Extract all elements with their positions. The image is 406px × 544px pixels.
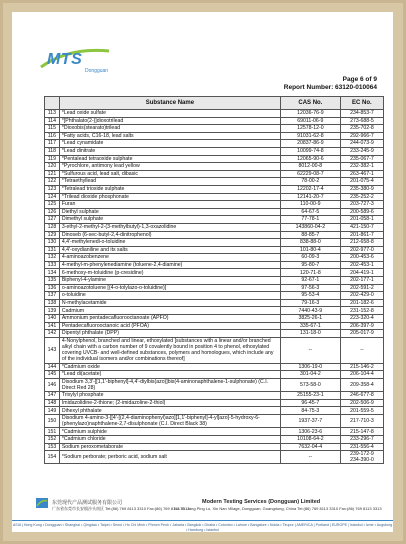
row-number: 123 — [45, 185, 60, 193]
substance-name: Dihexyl phthalate — [59, 407, 280, 415]
table-row — [45, 231, 384, 239]
table-row — [45, 337, 384, 363]
ec-number: 232-382-1 — [340, 163, 383, 171]
cas-number: -- — [280, 451, 340, 464]
footer-address-cn: 广东省东莞市长安镇沙头南区 Tel:(86) 769 8113 3310 Fax:(86) 769 8113 3313 — [52, 506, 190, 511]
cas-number: 84-75-3 — [280, 407, 340, 415]
footer-company-en: Modern Testing Services (Dongguan) Limited — [202, 499, 321, 505]
cas-number: 69011-06-9 — [280, 117, 340, 125]
ec-number: 235-252-2 — [340, 193, 383, 201]
ec-number: 202-453-1 — [340, 261, 383, 269]
row-number: 146 — [45, 378, 60, 391]
row-number: 138 — [45, 299, 60, 307]
table-row — [45, 163, 384, 171]
page-number: Page 6 of 9 — [342, 76, 377, 83]
ec-number: 231-556-4 — [340, 443, 383, 451]
table-row — [45, 428, 384, 436]
table-row — [45, 140, 384, 148]
row-number: 121 — [45, 170, 60, 178]
row-number: 125 — [45, 201, 60, 209]
row-number: 122 — [45, 178, 60, 186]
row-number: 132 — [45, 254, 60, 262]
cas-number: 12141-20-7 — [280, 193, 340, 201]
row-number: 133 — [45, 261, 60, 269]
ec-number: 202-506-9 — [340, 399, 383, 407]
table-row — [45, 170, 384, 178]
row-number: 142 — [45, 330, 60, 338]
cas-number: 88-85-7 — [280, 231, 340, 239]
table-row — [45, 132, 384, 140]
substance-name: Dinoseb (6-sec-butyl-2,4-dinitrophenol) — [59, 231, 280, 239]
cas-number: 95-53-4 — [280, 292, 340, 300]
cas-number: 1937-37-7 — [280, 415, 340, 428]
row-number: 143 — [45, 337, 60, 363]
table-row — [45, 185, 384, 193]
ec-number: 202-591-2 — [340, 284, 383, 292]
substance-name: *Cadmium sulphide — [59, 428, 280, 436]
row-number: 141 — [45, 322, 60, 330]
ec-number: 223-320-4 — [340, 315, 383, 323]
table-row — [45, 110, 384, 118]
ec-number: 201-075-4 — [340, 178, 383, 186]
cas-number: 301-04-2 — [280, 371, 340, 379]
table-row — [45, 269, 384, 277]
row-number: 117 — [45, 140, 60, 148]
mts-logo — [37, 45, 117, 85]
cas-number: 12036-76-9 — [280, 110, 340, 118]
cas-number: 96-45-7 — [280, 399, 340, 407]
document-frame — [3, 3, 403, 541]
row-number: 119 — [45, 155, 60, 163]
table-row — [45, 277, 384, 285]
row-number: 135 — [45, 277, 60, 285]
row-number: 114 — [45, 117, 60, 125]
ec-number: 201-559-5 — [340, 407, 383, 415]
col-cas: CAS No. — [280, 97, 340, 110]
substance-name: *Tetralead trioxide sulphate — [59, 185, 280, 193]
row-number: 149 — [45, 407, 60, 415]
report-number: Report Number: 63120-010064 — [283, 84, 377, 91]
substance-name: Disodium 4-amino-3-[[4'-[(2,4-diaminophenyl)azo][1,1'-biphenyl]-4-yl]azo]-5-hydroxy-6-(phenylazo)naphthalene-2,7-disulphonate (C.I. Direct Black 38) — [59, 415, 280, 428]
substance-name: *Lead dinitrate — [59, 147, 280, 155]
substance-table — [44, 96, 384, 464]
ec-number: 201-861-7 — [340, 231, 383, 239]
row-number: 147 — [45, 392, 60, 400]
cas-number: 143860-04-2 — [280, 223, 340, 231]
col-no — [45, 97, 60, 110]
cas-number: 1306-19-0 — [280, 363, 340, 371]
row-number: 124 — [45, 193, 60, 201]
footer-divider — [12, 520, 393, 521]
ec-number: 215-147-8 — [340, 428, 383, 436]
substance-name: 6-methoxy-m-toluidine (p-cresidine) — [59, 269, 280, 277]
col-ec: EC No. — [340, 97, 383, 110]
table-row — [45, 307, 384, 315]
table-row — [45, 443, 384, 451]
table-row — [45, 415, 384, 428]
cas-number: 91031-62-8 — [280, 132, 340, 140]
ec-number: 206-104-4 — [340, 371, 383, 379]
substance-name: o-aminoazotoluene [(4-o-tolylazo-o-toluidine)] — [59, 284, 280, 292]
table-row — [45, 436, 384, 444]
cas-number: 12578-12-0 — [280, 125, 340, 133]
cas-number: 62229-08-7 — [280, 170, 340, 178]
cas-number: 12202-17-4 — [280, 185, 340, 193]
substance-name: Furan — [59, 201, 280, 209]
cas-number: 8012-00-8 — [280, 163, 340, 171]
substance-name: *Dioxobis(stearato)trilead — [59, 125, 280, 133]
substance-name: *[Phthalato(2-)]dioxotrilead — [59, 117, 280, 125]
row-number: 139 — [45, 307, 60, 315]
table-row — [45, 216, 384, 224]
ec-number: -- — [340, 337, 383, 363]
cas-number: 10108-64-2 — [280, 436, 340, 444]
row-number: 118 — [45, 147, 60, 155]
table-row — [45, 155, 384, 163]
ec-number: 201-058-1 — [340, 216, 383, 224]
ec-number: 273-688-5 — [340, 117, 383, 125]
footer-logo-icon — [36, 498, 48, 508]
table-row — [45, 246, 384, 254]
substance-name: *Fatty acids, C16-18, lead salts — [59, 132, 280, 140]
table-body — [45, 110, 384, 464]
cas-number: 573-58-0 — [280, 378, 340, 391]
table-row — [45, 392, 384, 400]
row-number: 137 — [45, 292, 60, 300]
row-number: 153 — [45, 443, 60, 451]
substance-name: Diethyl sulphate — [59, 208, 280, 216]
table-row — [45, 330, 384, 338]
substance-name: *Pentalead tetraoxide sulphate — [59, 155, 280, 163]
substance-name: *Lead oxide sulfate — [59, 110, 280, 118]
cas-number: 97-56-3 — [280, 284, 340, 292]
ec-number: 212-658-8 — [340, 239, 383, 247]
ec-number: 233-296-7 — [340, 436, 383, 444]
footer-company-cn: 东莞现代产品测试服务有限公司 — [52, 500, 123, 506]
ec-number: 201-182-6 — [340, 299, 383, 307]
table-row — [45, 292, 384, 300]
table-row — [45, 371, 384, 379]
cas-number: 78-00-2 — [280, 178, 340, 186]
cas-number: 131-18-0 — [280, 330, 340, 338]
row-number: 130 — [45, 239, 60, 247]
ec-number: 234-853-7 — [340, 110, 383, 118]
ec-number: 239-172-9 234-390-0 — [340, 451, 383, 464]
row-number: 113 — [45, 110, 60, 118]
ec-number: 231-152-8 — [340, 307, 383, 315]
cas-number: 95-80-7 — [280, 261, 340, 269]
row-number: 126 — [45, 208, 60, 216]
substance-name: o-toluidine — [59, 292, 280, 300]
row-number: 148 — [45, 399, 60, 407]
table-row — [45, 178, 384, 186]
substance-name: Cadmium — [59, 307, 280, 315]
ec-number: 263-467-1 — [340, 170, 383, 178]
cas-number: 10099-74-8 — [280, 147, 340, 155]
row-number: 154 — [45, 451, 60, 464]
table-row — [45, 322, 384, 330]
row-number: 152 — [45, 436, 60, 444]
logo-brand: MTS — [47, 51, 83, 68]
table-row — [45, 208, 384, 216]
substance-name: Pentadecafluorooctanoic acid (PFOA) — [59, 322, 280, 330]
ec-number: 205-017-9 — [340, 330, 383, 338]
row-number: 134 — [45, 269, 60, 277]
table-row — [45, 239, 384, 247]
cas-number: 1306-23-6 — [280, 428, 340, 436]
ec-number: 209-358-4 — [340, 378, 383, 391]
cas-number: 110-00-9 — [280, 201, 340, 209]
row-number: 116 — [45, 132, 60, 140]
cas-number: 92-67-1 — [280, 277, 340, 285]
table-row — [45, 201, 384, 209]
cas-number: 7440-43-9 — [280, 307, 340, 315]
ec-number: 203-727-3 — [340, 201, 383, 209]
substance-name: 4-Nonylphenol, branched and linear, ethoxylated [substances with a linear and/or branched alkyl chain with a carbon number of 9 covalently bound in position 4 to phenol, ethoxylated covering UVCB- and well-defined substances, polymers and homologues, which include any of the individual isomers and/or combinations thereof] — [59, 337, 280, 363]
ec-number: 202-177-1 — [340, 277, 383, 285]
ec-number: 233-245-9 — [340, 147, 383, 155]
substance-name: N-methylacetamide — [59, 299, 280, 307]
row-number: 136 — [45, 284, 60, 292]
ec-number: 215-146-2 — [340, 363, 383, 371]
substance-name: Sodium peroxometaborate — [59, 443, 280, 451]
substance-name: Dimethyl sulphate — [59, 216, 280, 224]
cas-number: 25155-23-1 — [280, 392, 340, 400]
table-row — [45, 451, 384, 464]
table-row — [45, 299, 384, 307]
report-header — [284, 76, 377, 92]
substance-name: *Sodium perborate; perboric acid, sodium salt — [59, 451, 280, 464]
table-row — [45, 284, 384, 292]
cas-number: 3825-26-1 — [280, 315, 340, 323]
document-page — [12, 12, 393, 532]
substance-name: Disodium 3,3'-[[1,1'-biphenyl]-4,4'-diylbis(azo)]bis(4-aminonaphthalene-1-sulphonate) (C.I. Direct Red 28) — [59, 378, 280, 391]
substance-name: 3-ethyl-2-methyl-2-(3-methylbutyl)-1,3-oxazolidine — [59, 223, 280, 231]
substance-name: *Lead cynamidate — [59, 140, 280, 148]
ec-number: 421-150-7 — [340, 223, 383, 231]
cas-number: 12065-90-6 — [280, 155, 340, 163]
ec-number: 246-677-8 — [340, 392, 383, 400]
ec-number: 235-380-9 — [340, 185, 383, 193]
row-number: 127 — [45, 216, 60, 224]
row-number: 115 — [45, 125, 60, 133]
table-row — [45, 125, 384, 133]
substance-name: *Trilead dioxide phosphonate — [59, 193, 280, 201]
ec-number: 244-073-9 — [340, 140, 383, 148]
row-number: 145 — [45, 371, 60, 379]
table-row — [45, 193, 384, 201]
ec-number: 235-702-8 — [340, 125, 383, 133]
substance-name: *Pyrochlore, antimony lead yellow — [59, 163, 280, 171]
substance-name: *Sulfurous acid, lead salt, dibasic — [59, 170, 280, 178]
cas-number: 20837-86-9 — [280, 140, 340, 148]
table-row — [45, 261, 384, 269]
ec-number: 292-966-7 — [340, 132, 383, 140]
substance-name: 4-aminoazobenzene — [59, 254, 280, 262]
row-number: 150 — [45, 415, 60, 428]
logo-sub: Dongguan — [85, 68, 109, 74]
row-number: 120 — [45, 163, 60, 171]
row-number: 140 — [45, 315, 60, 323]
cas-number: 64-67-5 — [280, 208, 340, 216]
ec-number: 235-067-7 — [340, 155, 383, 163]
table-row — [45, 399, 384, 407]
cas-number: 77-78-1 — [280, 216, 340, 224]
substance-name: Biphenyl-4-ylamine — [59, 277, 280, 285]
substance-name: Trixylyl phosphate — [59, 392, 280, 400]
cas-number: 120-71-8 — [280, 269, 340, 277]
cas-number: 79-16-3 — [280, 299, 340, 307]
table-row — [45, 407, 384, 415]
table-header-row — [45, 97, 384, 110]
cas-number: 335-67-1 — [280, 322, 340, 330]
table-row — [45, 147, 384, 155]
table-row — [45, 117, 384, 125]
ec-number: 202-977-0 — [340, 246, 383, 254]
table-row — [45, 363, 384, 371]
row-number: 128 — [45, 223, 60, 231]
ec-number: 206-397-9 — [340, 322, 383, 330]
row-number: 131 — [45, 246, 60, 254]
substance-name: 4-methyl-m-phenylenediamine (toluene-2,4-diamine) — [59, 261, 280, 269]
substance-name: 4,4'-methylenedi-o-toluidine — [59, 239, 280, 247]
substance-name: *Tetraethyllead — [59, 178, 280, 186]
ec-number: 200-453-6 — [340, 254, 383, 262]
ec-number: 200-589-6 — [340, 208, 383, 216]
substance-name: Imidazolidine-2-thione; (2-imidazoline-2-thiol) — [59, 399, 280, 407]
substance-name: 4,4'-oxydianiline and its salts — [59, 246, 280, 254]
ec-number: 204-419-1 — [340, 269, 383, 277]
substance-name: Ammonium pentadecafluorooctanoate (APFO) — [59, 315, 280, 323]
table-row — [45, 254, 384, 262]
row-number: 144 — [45, 363, 60, 371]
row-number: 129 — [45, 231, 60, 239]
cas-number: 7632-04-4 — [280, 443, 340, 451]
cas-number: 101-80-4 — [280, 246, 340, 254]
footer-cities: ASIA | Hong Kong • Dongguan • Shanghai • Qingdao • Taipei • Seoul • Ho Chi Minh • Phnom Penh • Jakarta • Bangkok • Dhaka • Colombo • Lahore • Bangalore • Noida • Tirupur | AMERICA | Portland | EUROPE | Istanbul • Izmir • Augsburg • Hamburg • Istanbul — [12, 523, 393, 532]
substance-name: *Cadmium chloride — [59, 436, 280, 444]
col-substance: Substance Name — [59, 97, 280, 110]
cas-number: -- — [280, 337, 340, 363]
cas-number: 60-09-3 — [280, 254, 340, 262]
footer-address-en: No.75 Liang Ping Lu, Xin Nan Village, Dongguan, Guangdong, China Tel:(86) 769 8113 3310 Fax:(86) 769 8113 3313 — [174, 506, 382, 511]
ec-number: 202-429-0 — [340, 292, 383, 300]
substance-name: Dipentyl phthalate (DPP) — [59, 330, 280, 338]
substance-name: *Cadmium oxide — [59, 363, 280, 371]
substance-name: *Lead di(acetate) — [59, 371, 280, 379]
cas-number: 838-88-0 — [280, 239, 340, 247]
table-row — [45, 378, 384, 391]
table-row — [45, 223, 384, 231]
row-number: 151 — [45, 428, 60, 436]
table-row — [45, 315, 384, 323]
ec-number: 217-710-3 — [340, 415, 383, 428]
